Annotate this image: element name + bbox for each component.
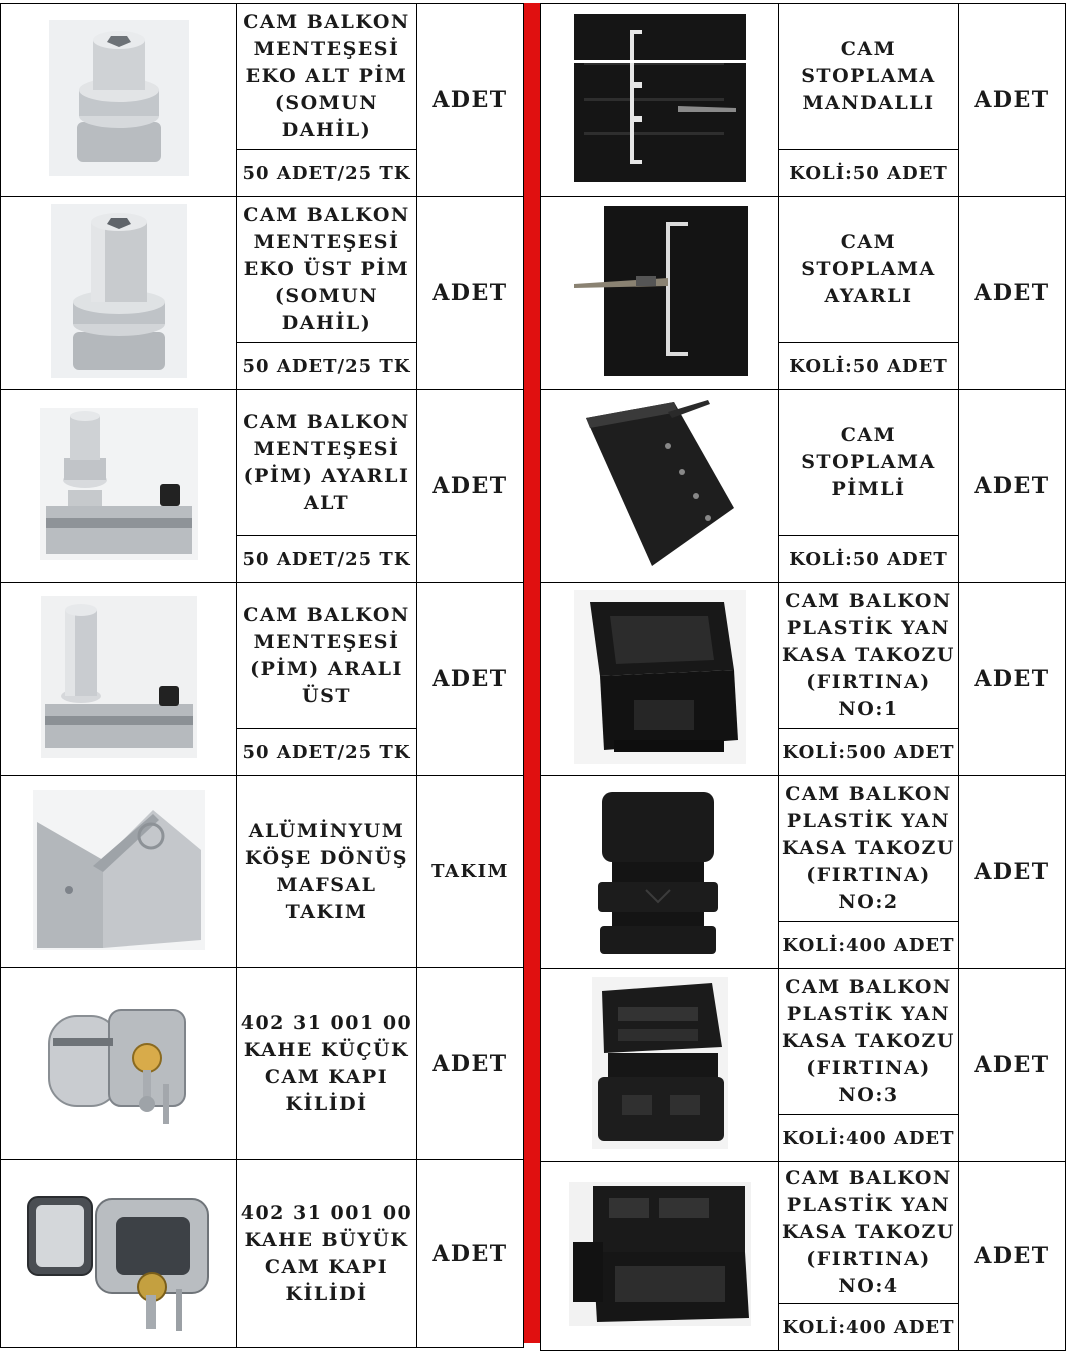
product-name	[237, 583, 417, 729]
takoz-no3-photo	[592, 977, 728, 1149]
arali-ust-pim-photo	[41, 596, 197, 758]
name-line: MENTEŞESİ	[253, 630, 400, 653]
product-name	[779, 969, 959, 1115]
name-line: PLASTİK YAN	[786, 1194, 951, 1216]
product-name	[779, 4, 959, 150]
unit-cell: ADET	[959, 4, 1066, 197]
pack-info: KOLİ:400 ADET	[779, 1115, 959, 1162]
name-line: CAM BALKON	[785, 783, 952, 805]
name-line: PLASTİK YAN	[786, 810, 951, 832]
name-line: MENTEŞESİ	[253, 437, 400, 460]
product-photo	[541, 776, 779, 969]
product-name	[237, 197, 417, 343]
unit-cell: ADET	[417, 583, 524, 776]
product-photo	[541, 4, 779, 197]
product-name	[237, 4, 417, 150]
product-photo	[541, 197, 779, 390]
pack-info: KOLİ:50 ADET	[779, 343, 959, 390]
name-line: MENTEŞESİ	[253, 231, 400, 253]
name-line: MENTEŞESİ	[253, 38, 400, 60]
name-line: CAM	[840, 38, 897, 60]
name-line: STOPLAMA	[801, 258, 936, 280]
pack-info: KOLİ:500 ADET	[779, 729, 959, 776]
name-line: ALT	[303, 491, 350, 514]
name-line: (SOMUN DAHİL)	[274, 92, 379, 141]
product-photo	[1, 4, 237, 197]
unit-cell: ADET	[959, 390, 1066, 583]
eko-alt-pim-photo	[49, 20, 189, 176]
name-line: CAM BALKON	[243, 204, 410, 226]
pack-info: KOLİ:50 ADET	[779, 150, 959, 197]
pack-info: 50 ADET/25 TK	[237, 343, 417, 390]
name-line: CAM BALKON	[243, 410, 410, 433]
ayarli-alt-pim-photo	[40, 408, 198, 560]
name-line: CAM BALKON	[785, 1167, 952, 1189]
product-photo	[1, 968, 237, 1160]
name-line: CAM KAPI	[264, 1255, 389, 1278]
name-line: EKO ALT PİM	[245, 65, 408, 87]
name-line: ALÜMİNYUM	[248, 819, 405, 842]
name-line: KAHE KÜÇÜK	[243, 1038, 410, 1061]
unit-cell: ADET	[417, 968, 524, 1160]
name-line: 402 31 001 00	[240, 1201, 413, 1224]
name-line: STOPLAMA	[801, 65, 936, 87]
name-line: CAM BALKON	[243, 11, 410, 33]
product-name	[779, 583, 959, 729]
unit-cell: ADET	[959, 1162, 1066, 1351]
red-divider	[523, 3, 540, 1343]
stoplama-mandalli-photo	[570, 12, 750, 184]
product-name	[237, 390, 417, 536]
name-line: (FIRTINA) NO:3	[806, 1057, 931, 1106]
unit-cell: ADET	[959, 583, 1066, 776]
name-line: KASA TAKOZU	[782, 1221, 955, 1243]
product-photo	[1, 390, 237, 583]
name-line: CAM	[840, 424, 897, 446]
unit-cell: ADET	[417, 390, 524, 583]
name-line: CAM	[840, 231, 897, 253]
product-name	[779, 390, 959, 536]
buyuk-kapi-kilidi-photo	[26, 1169, 212, 1335]
stoplama-ayarli-photo	[570, 204, 750, 378]
name-line: KASA TAKOZU	[782, 1030, 955, 1052]
product-name	[237, 968, 417, 1160]
product-photo	[541, 390, 779, 583]
product-name	[779, 197, 959, 343]
product-photo	[1, 776, 237, 968]
unit-cell: ADET	[417, 4, 524, 197]
unit-cell: ADET	[959, 197, 1066, 390]
kose-donus-mafsal-photo	[33, 790, 205, 950]
name-line: (FIRTINA) NO:2	[806, 864, 931, 913]
name-line: (SOMUN DAHİL)	[274, 285, 379, 334]
right-product-table	[540, 3, 1065, 1351]
kucuk-kapi-kilidi-photo	[39, 980, 199, 1144]
pack-info: KOLİ:400 ADET	[779, 1304, 959, 1351]
product-photo	[541, 583, 779, 776]
name-line: PİMLİ	[831, 478, 906, 500]
unit-cell: ADET	[417, 197, 524, 390]
product-photo	[541, 969, 779, 1162]
name-line: CAM BALKON	[785, 590, 952, 612]
product-name	[779, 776, 959, 922]
unit-cell: ADET	[959, 776, 1066, 969]
product-name	[779, 1162, 959, 1304]
takoz-no1-photo	[574, 590, 746, 764]
name-line: STOPLAMA	[801, 451, 936, 473]
eko-ust-pim-photo	[51, 204, 187, 378]
name-line: MANDALLI	[802, 92, 935, 114]
name-line: MAFSAL TAKIM	[276, 873, 377, 923]
pack-info: KOLİ:400 ADET	[779, 922, 959, 969]
product-name	[237, 776, 417, 968]
name-line: (FIRTINA) NO:1	[806, 671, 931, 720]
name-line: PLASTİK YAN	[786, 1003, 951, 1025]
name-line: (PİM) AYARLI	[243, 464, 410, 487]
unit-cell: ADET	[959, 969, 1066, 1162]
left-product-table	[0, 3, 523, 1348]
name-line: PLASTİK YAN	[786, 617, 951, 639]
name-line: EKO ÜST PİM	[243, 258, 410, 280]
name-line: KASA TAKOZU	[782, 644, 955, 666]
name-line: (FIRTINA) NO:4	[806, 1248, 931, 1297]
product-photo	[1, 583, 237, 776]
pack-info: 50 ADET/25 TK	[237, 150, 417, 197]
takoz-no2-photo	[596, 784, 724, 956]
name-line: AYARLI	[824, 285, 913, 307]
takoz-no4-photo	[569, 1182, 751, 1326]
pack-info: 50 ADET/25 TK	[237, 729, 417, 776]
product-photo	[1, 197, 237, 390]
product-photo	[541, 1162, 779, 1351]
name-line: KİLİDİ	[285, 1282, 368, 1305]
name-line: CAM BALKON	[243, 603, 410, 626]
name-line: 402 31 001 00	[240, 1011, 413, 1034]
stoplama-pimli-photo	[582, 398, 738, 570]
name-line: CAM KAPI	[264, 1065, 389, 1088]
name-line: KAHE BÜYÜK	[244, 1228, 409, 1251]
name-line: KASA TAKOZU	[782, 837, 955, 859]
unit-cell: TAKIM	[417, 776, 524, 968]
product-name	[237, 1160, 417, 1348]
name-line: KİLİDİ	[285, 1092, 368, 1115]
pack-info: 50 ADET/25 TK	[237, 536, 417, 583]
name-line: CAM BALKON	[785, 976, 952, 998]
pack-info: KOLİ:50 ADET	[779, 536, 959, 583]
product-photo	[1, 1160, 237, 1348]
name-line: (PİM) ARALI ÜST	[250, 657, 403, 707]
unit-cell: ADET	[417, 1160, 524, 1348]
name-line: KÖŞE DÖNÜŞ	[244, 846, 409, 869]
